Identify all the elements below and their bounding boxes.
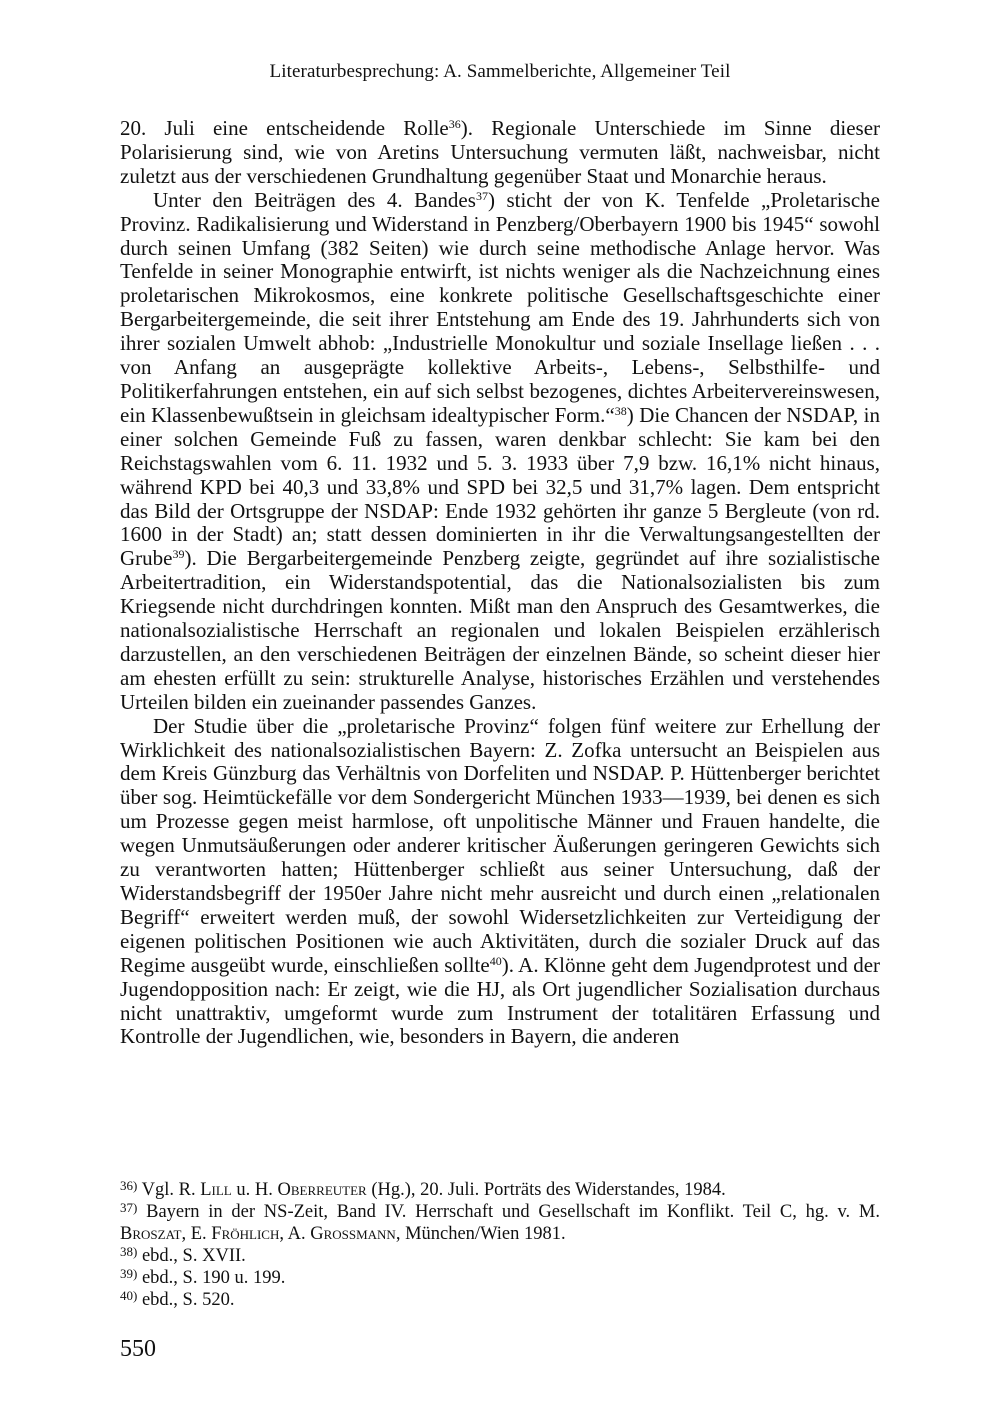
paragraph-2: Unter den Beiträgen des 4. Bandes$^{37}$) sticht der von K. Tenfelde „Proletarische Provinz. Radikalisierung und Widerstand in Penzberg/Oberbayern 1900 bis 1945“ sowohl durch seinen Umfang (382 Seiten) wie durch seine methodische Anlage hervor. Was Tenfelde in seiner Monographie entwirft, ist nichts weniger als die Nachzeichnung eines proletarischen Mikrokosmos, eine konkrete politische Gesellschaftsgeschichte einer Bergarbeitergemeinde, die seit ihrer Entstehung am Ende des 19. Jahrhunderts sich von ihrer sozialen Umwelt abhob: „Industrielle Monokultur und soziale Insellage ließen . . . von Anfang an ausgeprägte kollektive Arbeits-, Lebens-, Selbsthilfe- und Politikerfahrungen entstehen, ein auf sich selbst bezogenes, dichtes Arbeitervereinswesen, ein Klassenbewußtsein in gleichsam idealtypischer Form.“$^{38}$) Die Chancen der NSDAP, in einer solchen Gemeinde Fuß zu fassen, waren denkbar schlecht: Sie kam bei den Reichstagswahlen vom 6. 11. 1932 und 5. 3. 1933 über 7,9 bzw. 16,1% nicht hinaus, während KPD bei 40,3 und 33,8% und SPD bei 32,5 und 31,7% lagen. Dem entspricht das Bild der Ortsgruppe der NSDAP: Ende 1932 gehörten ihr ganze 5 Bergleute (von rd. 1600 in der Stadt) an; statt dessen dominierten in ihr die Verwaltungsangestellten der Grube$^{39}$). Die Bergarbeitergemeinde Penzberg zeigte, gegründet auf ihre sozialistische Arbeitertradition, ein Widerstandspotential, das die Nationalsozialisten bis zum Kriegsende nicht durchdringen konnten. Mißt man den Anspruch des Gesamtwerkes, die nationalsozialistische Herrschaft an regionalen und lokalen Beispielen erzählerisch darzustellen, an den verschiedenen Beiträgen der einzelnen Bände, so scheint dieser hier am ehesten erfüllt zu sein: strukturelle Analyse, historisches Erzählen und verstehendes Urteilen bilden ein zueinander passendes Ganzes. [120,187,880,714]
footnote-ref-38: 38 [614,403,627,418]
page-number: 550 [120,1336,156,1362]
footnote-ref-40: 40 [489,953,502,968]
footnote-ref-37: 37 [475,188,488,203]
footnote-38: $^{38)}$ ebd., S. XVII. [120,1244,246,1266]
footnote-36: $^{36)}$ Vgl. R. Lill u. H. Oberreuter (Hg.), 20. Juli. Porträts des Widerstandes, 1984. [120,1178,726,1200]
running-head: Literaturbesprechung: A. Sammelberichte, Allgemeiner Teil [269,61,731,82]
paragraph-3: Der Studie über die „proletarische Provinz“ folgen fünf weitere zur Erhellung der Wirklichkeit des nationalsozialistischen Bayern: Z. Zofka untersucht an Beispielen aus dem Kreis Günzburg das Verhältnis von Dorfeliten und NSDAP. P. Hüttenberger berichtet über sog. Heimtückefälle vor dem Sondergericht München 1933—1939, bei denen es sich um Prozesse gegen meist harmlose, oft unpolitische Männer und Frauen handelte, die wegen Unmutsäußerungen oder anderer kritischer Äußerungen geringeren Gewichts sich zu verantworten hatten; Hüttenberger schließt aus seiner Untersuchung, daß der Widerstandsbegriff der 1950er Jahre nicht mehr ausreicht und durch einen „relationalen Begriff“ erweitert werden muß, der sowohl Widersetzlichkeiten zur Verteidigung der eigenen politischen Positionen wie auch Aktivitäten, durch die sozialer Druck auf das Regime ausgeübt wurde, einschließen sollte$^{40}$). A. Klönne geht dem Jugendprotest und der Jugendopposition nach: Er zeigt, wie die HJ, als Ort jugendlicher Sozialisation durchaus nicht unattraktiv, umgeformt wurde zum Instrument der totalitären Erfassung und Kontrolle der Jugendlichen, wie, besonders in Bayern, die anderen [120,713,881,1049]
body-text [120,117,880,1049]
footnotes [120,1179,880,1311]
footnote-ref-36: 36 [448,117,461,131]
paragraph-1: 20. Juli eine entscheidende Rolle$^{36}$). Regionale Unterschiede im Sinne dieser Polarisierung sind, wie von Aretins Untersuchung vermuten läßt, nachweisbar, nicht zuletzt aus der verschiedenen Grundhaltung gegenüber Staat und Monarchie heraus. [120,116,881,188]
footnote-37: $^{37)}$ Bayern in der NS-Zeit, Band IV. Herrschaft und Gesellschaft im Konflikt. Teil C, hg. v. M. Broszat, E. Fröhlich, A. Grossmann, München/Wien 1981. [120,1200,881,1244]
footnote-ref-39: 39 [172,547,185,562]
footnote-39: $^{39)}$ ebd., S. 190 u. 199. [120,1266,286,1288]
footnote-40: $^{40)}$ ebd., S. 520. [120,1288,235,1310]
